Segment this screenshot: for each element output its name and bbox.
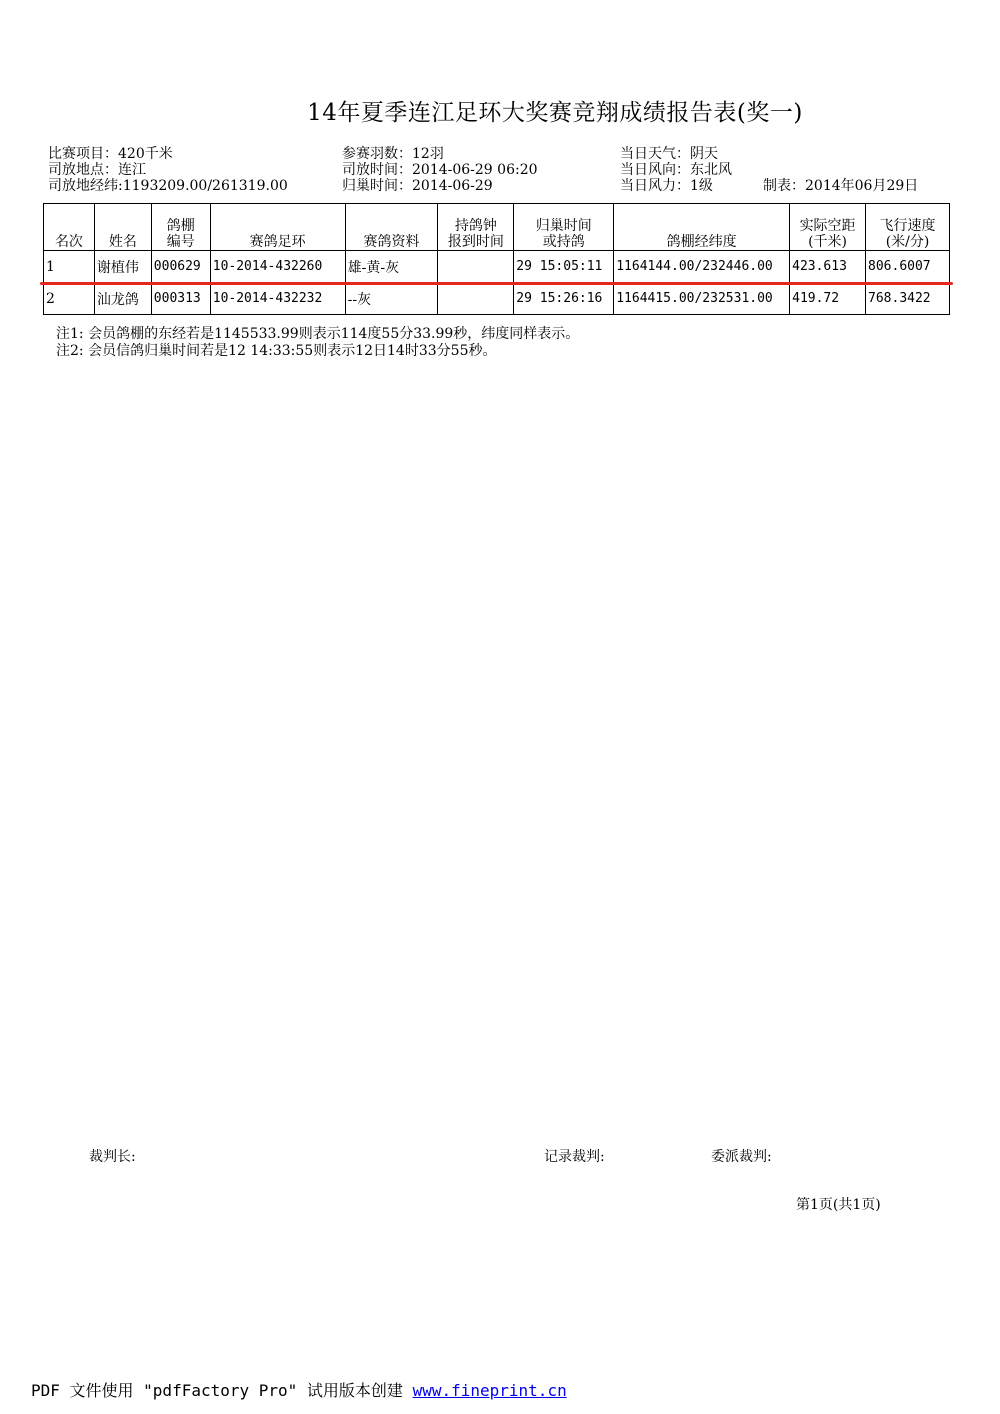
cell-coordinates: 1164144.00/232446.00	[614, 251, 790, 283]
header-clock-time: 持鸽钟 报到时间	[438, 204, 514, 251]
race-distance: 比赛项目：420千米	[48, 146, 173, 162]
cell-name: 谢植伟	[94, 251, 151, 283]
highlight-underline	[40, 282, 953, 285]
table-row	[44, 283, 950, 315]
report-title: 14年夏季连江足环大奖赛竞翔成绩报告表(奖一)	[307, 100, 803, 126]
release-time: 司放时间：2014-06-29 06:20	[342, 162, 538, 178]
table-row	[44, 251, 950, 283]
made-date: 制表：2014年06月29日	[763, 178, 919, 194]
header-distance: 实际空距 (千米)	[790, 204, 866, 251]
notes	[56, 326, 579, 360]
pdf-footer	[31, 1378, 567, 1401]
header-bird-info: 赛鸽资料	[345, 204, 438, 251]
info-col-2	[342, 146, 538, 194]
cell-bird-info: --灰	[345, 283, 438, 315]
wind-direction: 当日风向：东北风	[620, 162, 732, 178]
cell-ring: 10-2014-432260	[210, 251, 345, 283]
recorder-judge-label: 记录裁判:	[544, 1149, 605, 1165]
wind-force: 当日风力：1级	[620, 178, 713, 194]
cell-speed: 806.6007	[866, 251, 950, 283]
header-rank: 名次	[44, 204, 95, 251]
header-name: 姓名	[94, 204, 151, 251]
header-coordinates: 鸽棚经纬度	[614, 204, 790, 251]
info-col-1	[48, 146, 288, 194]
header-row	[44, 204, 950, 251]
cell-distance: 423.613	[790, 251, 866, 283]
footer-link[interactable]: www.fineprint.cn	[412, 1381, 567, 1400]
header-speed: 飞行速度 (米/分)	[866, 204, 950, 251]
cell-loft-id: 000629	[151, 251, 210, 283]
info-col-3	[620, 146, 732, 194]
cell-speed: 768.3422	[866, 283, 950, 315]
note-1: 注1: 会员鸽棚的东经若是1145533.99则表示114度55分33.99秒，纬度同样表示。	[56, 326, 580, 342]
page-number: 第1页(共1页)	[796, 1197, 881, 1213]
release-location: 司放地点：连江	[48, 162, 146, 178]
cell-return-time: 29 15:05:11	[514, 251, 614, 283]
entry-count: 参赛羽数：12羽	[342, 146, 444, 162]
cell-clock-time	[438, 251, 514, 283]
cell-ring: 10-2014-432232	[210, 283, 345, 315]
chief-judge-label: 裁判长:	[89, 1149, 136, 1165]
cell-name: 汕龙鸽	[94, 283, 151, 315]
note-2: 注2: 会员信鸽归巢时间若是12 14:33:55则表示12日14时33分55秒。	[56, 343, 497, 359]
cell-coordinates: 1164415.00/232531.00	[614, 283, 790, 315]
header-loft-id: 鸽棚 编号	[151, 204, 210, 251]
cell-clock-time	[438, 283, 514, 315]
delegate-judge-label: 委派裁判:	[711, 1149, 772, 1165]
return-date: 归巢时间：2014-06-29	[342, 178, 493, 194]
header-ring: 赛鸽足环	[210, 204, 345, 251]
cell-rank: 2	[44, 283, 95, 315]
weather: 当日天气：阴天	[620, 146, 718, 162]
cell-return-time: 29 15:26:16	[514, 283, 614, 315]
release-coordinates: 司放地经纬:1193209.00/261319.00	[48, 178, 288, 194]
header-return-time: 归巢时间 或持鸽	[514, 204, 614, 251]
cell-distance: 419.72	[790, 283, 866, 315]
cell-loft-id: 000313	[151, 283, 210, 315]
cell-rank: 1	[44, 251, 95, 283]
results-table	[43, 203, 950, 315]
footer-text: PDF 文件使用 "pdfFactory Pro" 试用版本创建	[31, 1381, 403, 1400]
cell-bird-info: 雄-黄-灰	[345, 251, 438, 283]
